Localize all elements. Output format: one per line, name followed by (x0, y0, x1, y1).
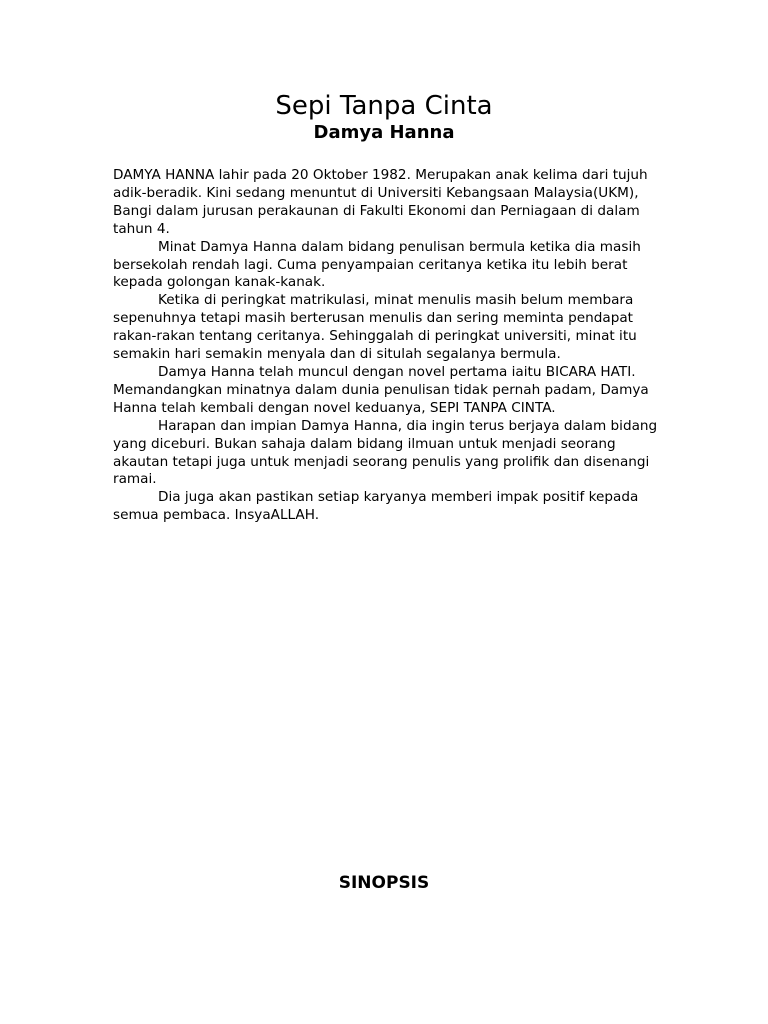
bio-paragraph: Harapan dan impian Damya Hanna, dia ingin terus berjaya dalam bidang yang diceburi. Bukan sahaja dalam bidang ilmuan untuk menjadi seorang akautan tetapi juga untuk menjadi seorang penulis yang prolifik dan disenangi ramai. (113, 417, 658, 488)
bio-paragraph: Damya Hanna telah muncul dengan novel pertama iaitu BICARA HATI. Memandangkan minatnya dalam dunia penulisan tidak pernah padam, Damya Hanna telah kembali dengan novel keduanya, SEPI TANPA CINTA. (113, 363, 649, 416)
book-title: Sepi Tanpa Cinta (275, 91, 493, 121)
author-name: Damya Hanna (313, 122, 455, 143)
bio-paragraph: Minat Damya Hanna dalam bidang penulisan bermula ketika dia masih bersekolah rendah lagi. Cuma penyampaian ceritanya ketika itu lebih berat kepada golongan kanak-kanak. (113, 238, 641, 291)
section-heading-sinopsis: SINOPSIS (338, 873, 430, 893)
author-biography (113, 167, 673, 525)
bio-paragraph: Dia juga akan pastikan setiap karyanya memberi impak positif kepada semua pembaca. InsyaALLAH. (113, 489, 639, 524)
bio-paragraph: DAMYA HANNA lahir pada 20 Oktober 1982. Merupakan anak kelima dari tujuh adik-beradik. Kini sedang menuntut di Universiti Kebangsaan Malaysia(UKM), Bangi dalam jurusan perakaunan di Fakulti Ekonomi dan Perniagaan di dalam tahun 4. (113, 167, 648, 237)
bio-paragraph: Ketika di peringkat matrikulasi, minat menulis masih belum membara sepenuhnya tetapi masih berterusan menulis dan sering meminta pendapat rakan-rakan tentang ceritanya. Sehinggalah di peringkat universiti, minat itu semakin hari semakin menyala dan di situlah segalanya bermula. (113, 292, 637, 363)
